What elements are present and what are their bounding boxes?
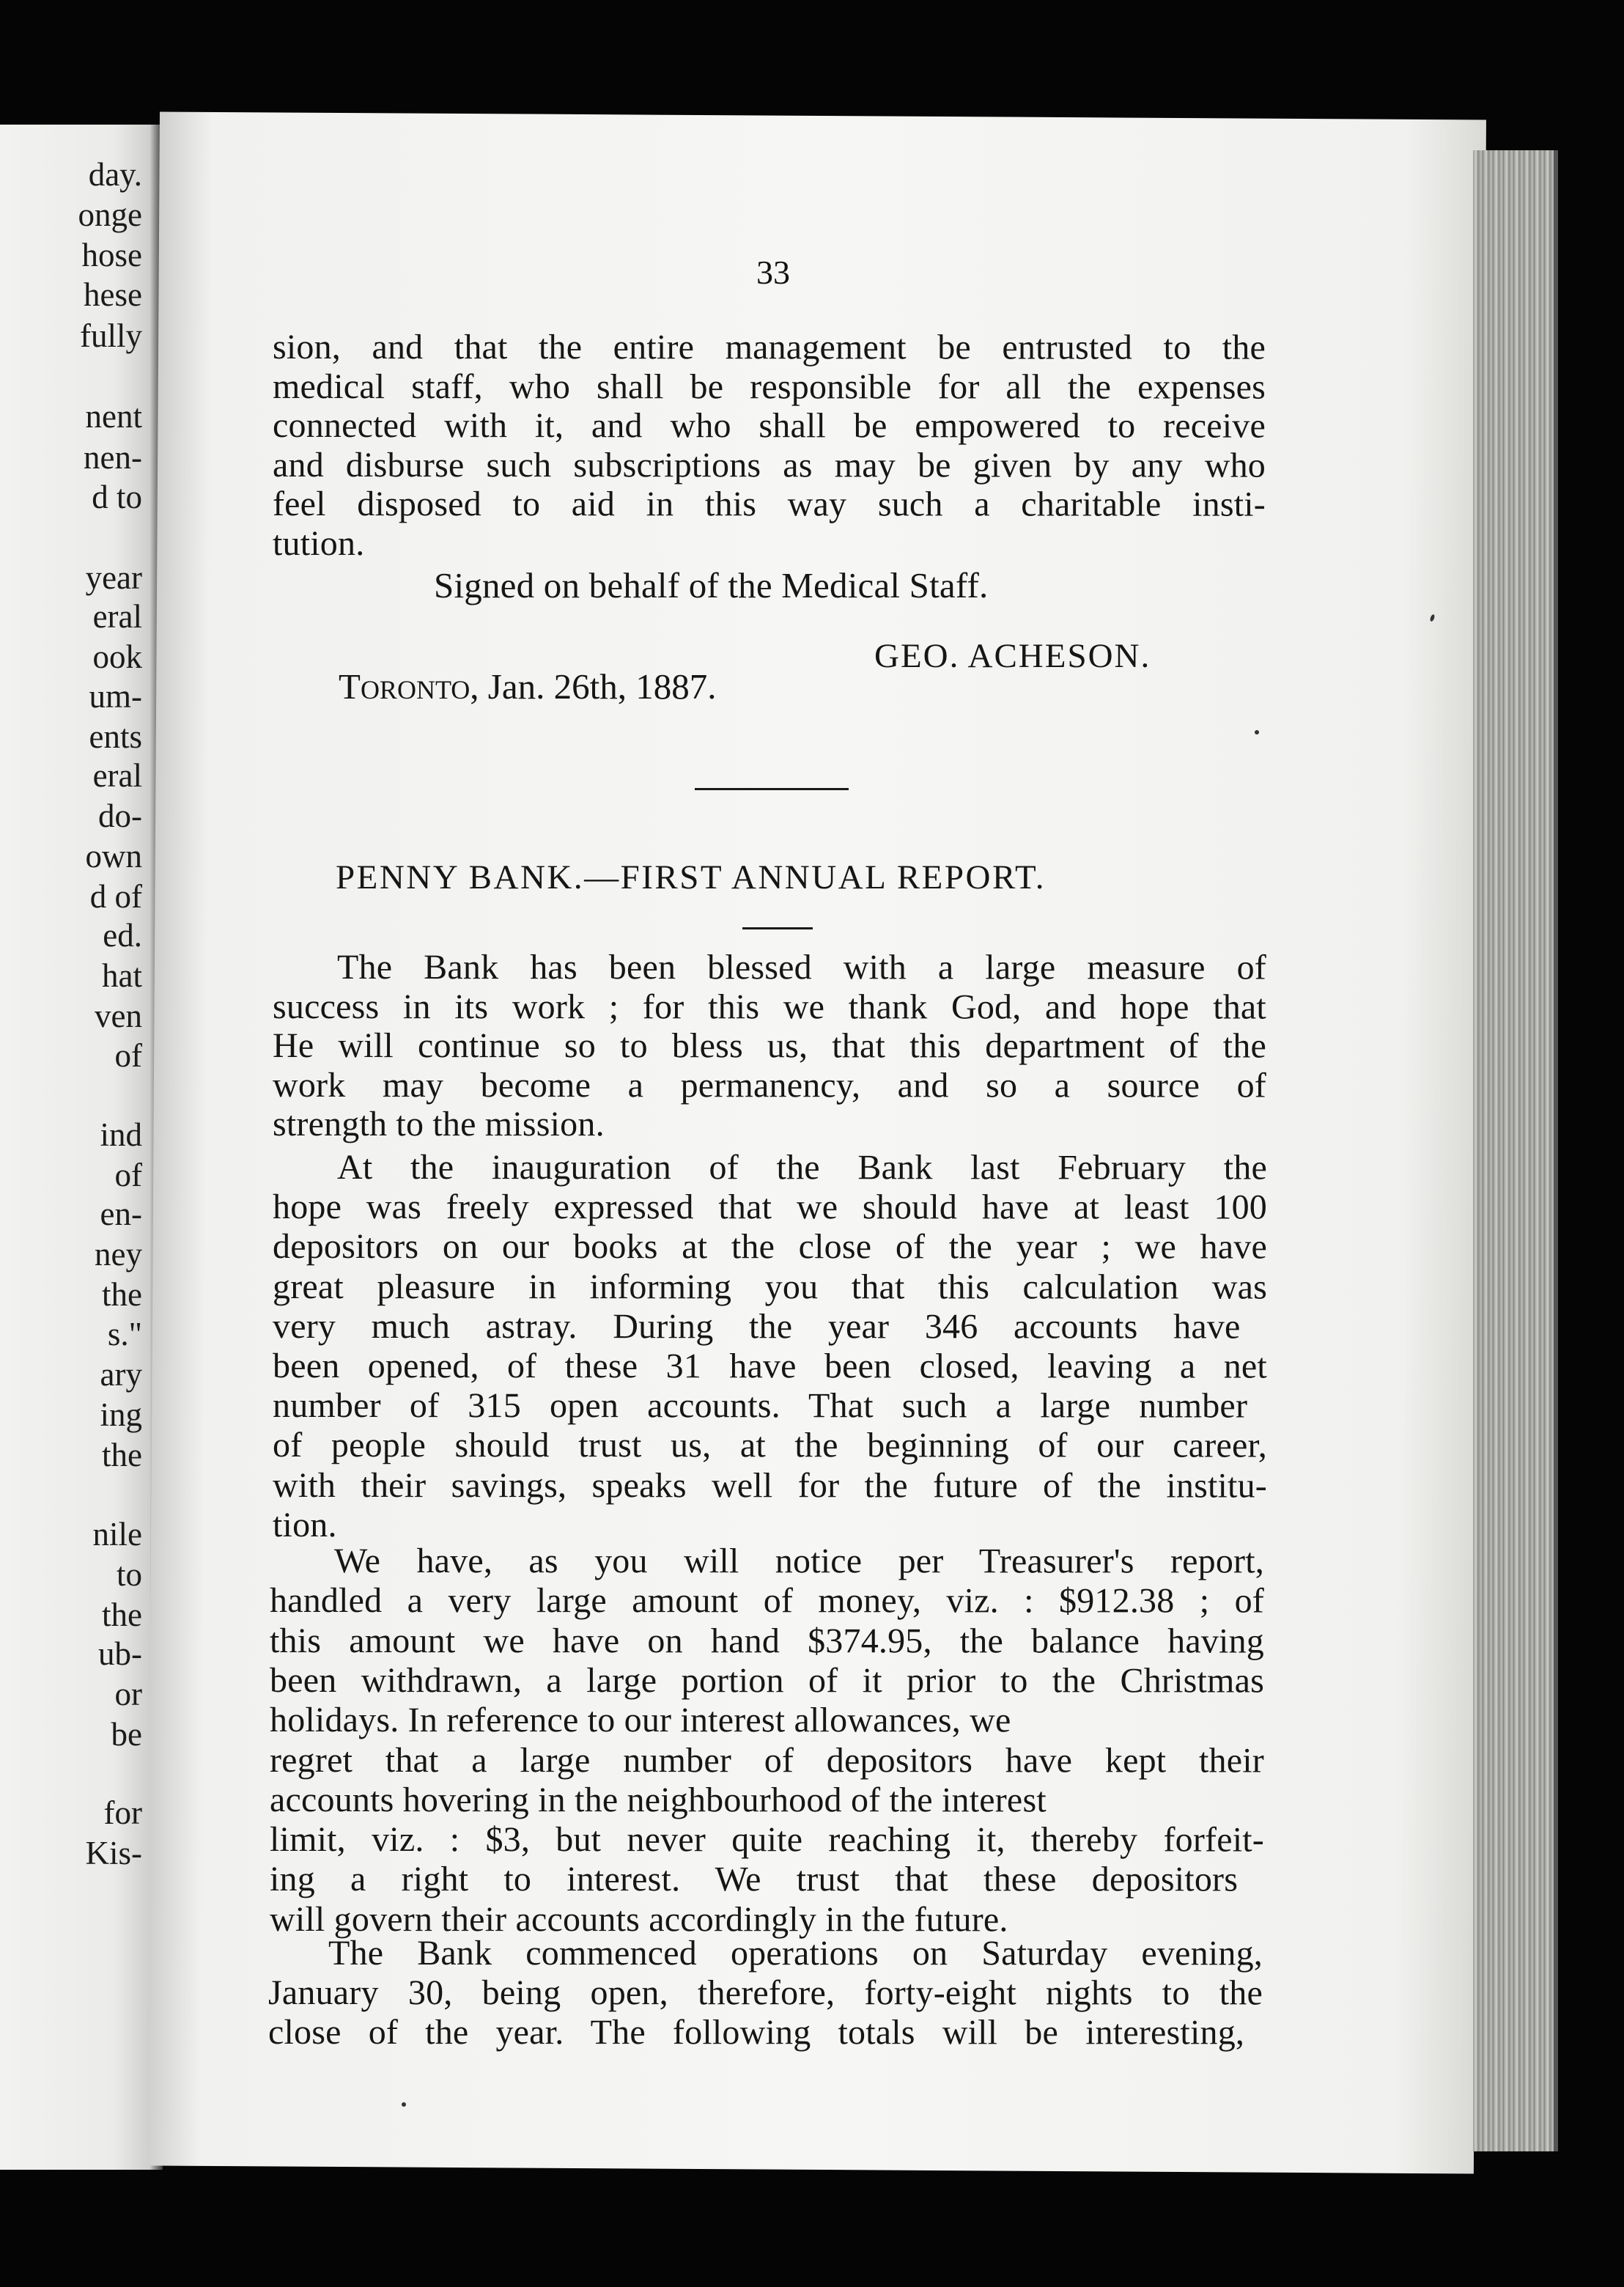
paragraph-3-line: limit, viz. : $3, but never quite reaching it, thereby forfeit-: [269, 1820, 1264, 1860]
heading-rule: [742, 927, 813, 929]
place-initial: T: [339, 666, 361, 707]
facing-page-fragment: um-: [89, 678, 142, 715]
facing-page: [0, 125, 163, 2170]
signatory: GEO. ACHESON.: [874, 637, 1151, 675]
opening-line: sion, and that the entire management be entrusted to the: [272, 328, 1266, 367]
facing-page-fragment: the: [102, 1437, 142, 1473]
facing-page-fragment: ven: [95, 998, 142, 1034]
facing-page-fragment: eral: [92, 598, 142, 635]
facing-page-fragment: nent: [85, 398, 142, 435]
paragraph-3-line: We have, as you will notice per Treasurer's report,: [333, 1542, 1264, 1581]
paragraph-3-line: ing a right to interest. We trust that these depositors: [269, 1860, 1239, 1899]
facing-page-fragment: nen-: [84, 439, 142, 476]
paragraph-3-line: accounts hovering in the neighbourhood of the interest: [269, 1780, 1047, 1820]
paragraph-3-line: regret that a large number of depositors have kept their: [269, 1740, 1264, 1780]
facing-page-fragment: ing: [100, 1396, 142, 1433]
facing-page-fragment: hose: [81, 237, 142, 273]
speck: [1255, 730, 1259, 734]
opening-line: tution.: [272, 523, 365, 563]
paragraph-3-line: this amount we have on hand $374.95, the balance having: [269, 1621, 1264, 1661]
facing-page-fragment: eral: [92, 757, 142, 794]
facing-page-fragment: s.": [107, 1316, 142, 1352]
paragraph-4-line: close of the year. The following totals will be interesting,: [267, 2013, 1245, 2052]
paragraph-2-line: depositors on our books at the close of the year ; we have: [272, 1227, 1267, 1267]
facing-page-fragment: ed.: [103, 917, 142, 954]
facing-page-fragment: the: [102, 1276, 142, 1313]
page-number: 33: [756, 254, 790, 291]
facing-page-fragment: d of: [89, 878, 142, 915]
facing-page-fragment: day.: [88, 156, 142, 193]
facing-page-fragment: ind: [100, 1116, 142, 1153]
section-divider: [695, 788, 849, 790]
facing-page-fragment: do-: [98, 798, 142, 834]
paragraph-2-line: very much astray. During the year 346 accounts have: [272, 1306, 1241, 1347]
paragraph-1-line: work may become a permanency, and so a source of: [272, 1065, 1266, 1105]
date: , Jan. 26th, 1887.: [470, 666, 717, 707]
paragraph-2-line: At the inauguration of the Bank last February the: [336, 1148, 1267, 1187]
facing-page-fragment: Kis-: [85, 1835, 142, 1871]
paragraph-1-line: strength to the mission.: [272, 1105, 605, 1144]
facing-page-fragment: own: [85, 838, 142, 874]
paragraph-3-line: will govern their accounts accordingly in the future.: [269, 1899, 1008, 1940]
page-edge-stack: [1473, 150, 1558, 2151]
opening-line: connected with it, and who shall be empowered to receive: [272, 406, 1266, 446]
facing-page-fragment: the: [102, 1597, 142, 1633]
signed-line: Signed on behalf of the Medical Staff.: [434, 565, 989, 605]
paragraph-2-line: with their savings, speaks well for the future of the institu-: [272, 1465, 1267, 1506]
facing-page-fragment: for: [103, 1794, 142, 1831]
facing-page-fragment: of: [114, 1037, 142, 1074]
paragraph-2-line: great pleasure in informing you that this calculation was: [272, 1267, 1267, 1307]
facing-page-fragment: year: [85, 559, 142, 596]
speck: [402, 2102, 406, 2107]
facing-page-fragment: hat: [102, 957, 142, 994]
place-date: [339, 666, 716, 707]
paragraph-3-line: been withdrawn, a large portion of it prior to the Christmas: [269, 1660, 1264, 1701]
facing-page-fragment: be: [111, 1716, 142, 1753]
facing-page-fragment: to: [116, 1556, 142, 1593]
opening-line: medical staff, who shall be responsible for all the expenses: [272, 367, 1266, 407]
paragraph-2-line: been opened, of these 31 have been closed, leaving a net: [272, 1347, 1267, 1386]
facing-page-fragment: ook: [92, 638, 142, 675]
opening-line: feel disposed to aid in this way such a charitable insti-: [272, 485, 1266, 524]
paragraph-2-line: number of 315 open accounts. That such a large number: [272, 1386, 1248, 1426]
facing-page-fragment: of: [114, 1157, 142, 1193]
paragraph-4-line: January 30, being open, therefore, forty-eight nights to the: [267, 1973, 1263, 2013]
paragraph-1-line: He will continue so to bless us, that this department of the: [272, 1026, 1266, 1066]
paragraph-3-line: holidays. In reference to our interest allowances, we: [269, 1701, 1011, 1740]
section-heading: PENNY BANK.—FIRST ANNUAL REPORT.: [336, 858, 1046, 896]
paragraph-2-line: hope was freely expressed that we should have at least 100: [272, 1187, 1267, 1227]
facing-page-fragment: ary: [100, 1356, 142, 1393]
paragraph-2-line: tion.: [272, 1505, 337, 1544]
facing-page-fragment: nile: [92, 1516, 142, 1553]
facing-page-fragment: ub-: [98, 1635, 142, 1672]
paragraph-4-line: The Bank commenced operations on Saturday evening,: [328, 1934, 1263, 1973]
facing-page-fragment: onge: [78, 196, 142, 233]
facing-page-fragment: or: [114, 1676, 142, 1712]
facing-page-fragment: d to: [92, 479, 142, 515]
paragraph-2-line: of people should trust us, at the beginning of our career,: [272, 1426, 1267, 1465]
facing-page-fragment: ney: [95, 1236, 142, 1273]
paragraph-3-line: handled a very large amount of money, viz. : $912.38 ; of: [269, 1581, 1264, 1621]
paragraph-1-line: The Bank has been blessed with a large measure of: [336, 948, 1266, 987]
facing-page-fragment: ents: [89, 718, 142, 755]
paragraph-1-line: success in its work ; for this we thank God, and hope that: [272, 987, 1266, 1027]
opening-line: and disburse such subscriptions as may be given by any who: [272, 445, 1266, 485]
facing-page-fragment: en-: [100, 1196, 142, 1232]
facing-page-fragment: hese: [84, 276, 142, 313]
facing-page-fragment: fully: [80, 317, 142, 354]
place-rest: ORONTO: [360, 675, 470, 704]
